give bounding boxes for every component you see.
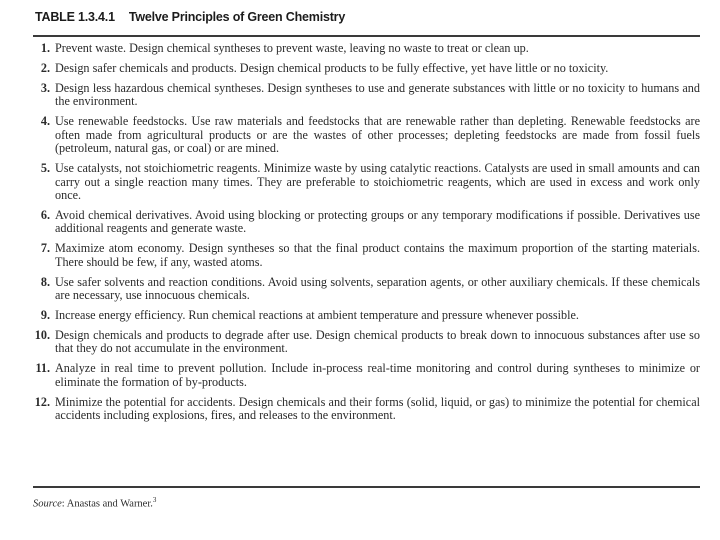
item-text: Use catalysts, not stoichiometric reagents. Minimize waste by using catalytic reactions. Catalysts are used in small amounts and can carry out a single reaction many times. They are preferable to stoichiometric reagents, which are used in excess and work only once. [55,160,700,203]
item-text: Prevent waste. Design chemical syntheses to prevent waste, leaving no waste to treat or clean up. [55,41,529,55]
item-text: Use safer solvents and reaction conditions. Avoid using solvents, separation agents, or other auxiliary chemicals. If these chemicals are necessary, use innocuous chemicals. [55,274,700,303]
item-number: 6. [40,207,50,222]
item-number: 2. [40,60,50,75]
item-text: Minimize the potential for accidents. Design chemicals and their forms (solid, liquid, or gas) to minimize the potential for chemical accidents including explosions, fires, and releases to the environment. [55,394,700,423]
top-rule [33,35,700,37]
item-number: 8. [40,274,50,289]
source-text: : Anastas and Warner. [61,498,153,510]
item-number: 4. [40,113,50,128]
item-number: 12. [34,394,50,409]
list-item [33,162,700,203]
list-item [33,362,700,389]
list-item [33,82,700,109]
item-text: Design safer chemicals and products. Design chemical products to be fully effective, yet have little or no toxicity. [55,60,609,75]
table-caption [35,10,345,24]
list-item [33,115,700,156]
principles-list [33,42,700,429]
table-title: Twelve Principles of Green Chemistry [128,10,346,24]
item-number: 9. [40,308,50,322]
list-item [33,396,700,423]
bottom-rule [33,486,700,488]
list-item [33,62,700,76]
source-reference: 3 [152,496,157,504]
list-item [33,42,700,56]
item-text: Design less hazardous chemical syntheses. Design syntheses to use and generate substances with little or no toxicity to humans and the environment. [55,80,700,109]
list-item [33,309,700,323]
item-number: 7. [40,241,50,256]
item-number: 11. [35,361,50,376]
item-number: 3. [40,80,50,95]
item-text: Design chemicals and products to degrade after use. Design chemical products to break down to innocuous substances after use so that they do not accumulate in the environment. [55,327,700,356]
item-number: 1. [40,41,50,55]
item-text: Analyze in real time to prevent pollution. Include in-process real-time monitoring and control during syntheses to minimize or eliminate the formation of by-products. [55,361,700,389]
source-label: Source [33,498,62,510]
item-text: Maximize atom economy. Design syntheses so that the final product contains the maximum proportion of the starting materials. There should be few, if any, wasted atoms. [55,241,700,269]
item-number: 10. [34,327,50,342]
list-item [33,276,700,303]
list-item [33,242,700,269]
item-text: Avoid chemical derivatives. Avoid using blocking or protecting groups or any temporary modifications if possible. Derivatives use additional reagents and generate waste. [55,207,700,236]
item-text: Increase energy efficiency. Run chemical reactions at ambient temperature and pressure whenever possible. [55,308,579,322]
item-number: 5. [40,160,50,175]
table-number: TABLE 1.3.4.1 [35,10,115,24]
item-text: Use renewable feedstocks. Use raw materials and feedstocks that are renewable rather than depleting. Renewable feedstocks are often made from agricultural products or are the wastes of other processes; depleting feedstocks are made from fossil fuels (petroleum, natural gas, or coal) or are mined. [55,113,700,156]
source-note [33,496,156,510]
list-item [33,329,700,356]
list-item [33,209,700,236]
